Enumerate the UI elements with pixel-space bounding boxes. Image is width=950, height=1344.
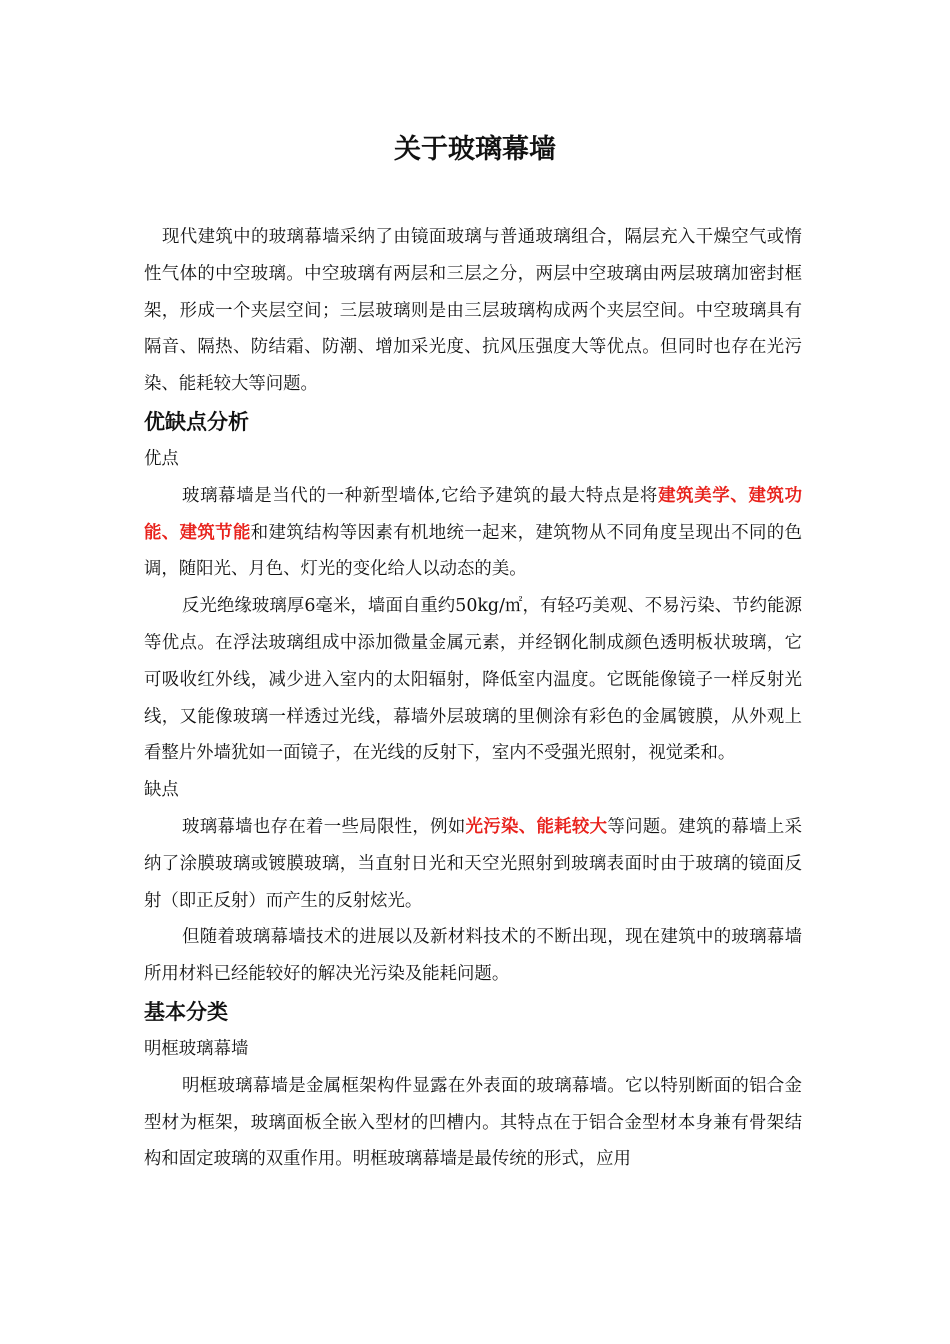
pros-paragraph-2: 反光绝缘玻璃厚6毫米，墙面自重约50kg/㎡，有轻巧美观、不易污染、节约能源等优点。在浮法玻璃组成中添加微量金属元素，并经钢化制成颜色透明板状玻璃，它可吸收红外线，减少进入室内的太阳辐射，降低室内温度。它既能像镜子一样反射光线，又能像玻璃一样透过光线，幕墙外层玻璃的里侧涂有彩色的金属镀膜，从外观上看整片外墙犹如一面镜子，在光线的反射下，室内不受强光照射，视觉柔和。 xyxy=(144,596,802,764)
section-heading-pros-cons: 优缺点分析 xyxy=(144,409,249,434)
pros-p1-text-before: 玻璃幕墙是当代的一种新型墙体,它给予建筑的最大特点是将 xyxy=(182,485,659,506)
pros-p1-highlight: 建筑美学、建筑功能、建筑节能 xyxy=(144,485,802,543)
cons-p1-highlight: 光污染、能耗较大 xyxy=(465,816,608,837)
document-body xyxy=(144,219,802,1178)
subheading-exposed-frame: 明框玻璃幕墙 xyxy=(144,1038,249,1059)
section-heading-classification: 基本分类 xyxy=(144,999,228,1024)
exposed-frame-paragraph: 明框玻璃幕墙是金属框架构件显露在外表面的玻璃幕墙。它以特别断面的铝合金型材为框架，玻璃面板全嵌入型材的凹槽内。其特点在于铝合金型材本身兼有骨架结构和固定玻璃的双重作用。明框玻璃幕墙是最传统的形式，应用 xyxy=(144,1075,802,1170)
pros-p1-text-after: 和建筑结构等因素有机地统一起来，建筑物从不同角度呈现出不同的色调，随阳光、月色、灯光的变化给人以动态的美。 xyxy=(144,522,802,580)
cons-p1-text-before: 玻璃幕墙也存在着一些局限性，例如 xyxy=(182,816,466,837)
cons-paragraph-2: 但随着玻璃幕墙技术的进展以及新材料技术的不断出现，现在建筑中的玻璃幕墙所用材料已经能较好的解决光污染及能耗问题。 xyxy=(144,927,802,985)
pros-paragraph-1 xyxy=(144,478,802,588)
document-title: 关于玻璃幕墙 xyxy=(394,134,556,165)
subheading-cons: 缺点 xyxy=(144,780,179,801)
cons-p1-text-after: 等问题。建筑的幕墙上采纳了涂膜玻璃或镀膜玻璃，当直射日光和天空光照射到玻璃表面时由于玻璃的镜面反射（即正反射）而产生的反射炫光。 xyxy=(144,816,802,911)
cons-paragraph-1 xyxy=(144,809,802,919)
subheading-pros: 优点 xyxy=(144,448,179,469)
intro-paragraph: 现代建筑中的玻璃幕墙采纳了由镜面玻璃与普通玻璃组合，隔层充入干燥空气或惰性气体的中空玻璃。中空玻璃有两层和三层之分，两层中空玻璃由两层玻璃加密封框架，形成一个夹层空间；三层玻璃则是由三层玻璃构成两个夹层空间。中空玻璃具有隔音、隔热、防结霜、防潮、增加采光度、抗风压强度大等优点。但同时也存在光污染、能耗较大等问题。 xyxy=(144,227,802,395)
